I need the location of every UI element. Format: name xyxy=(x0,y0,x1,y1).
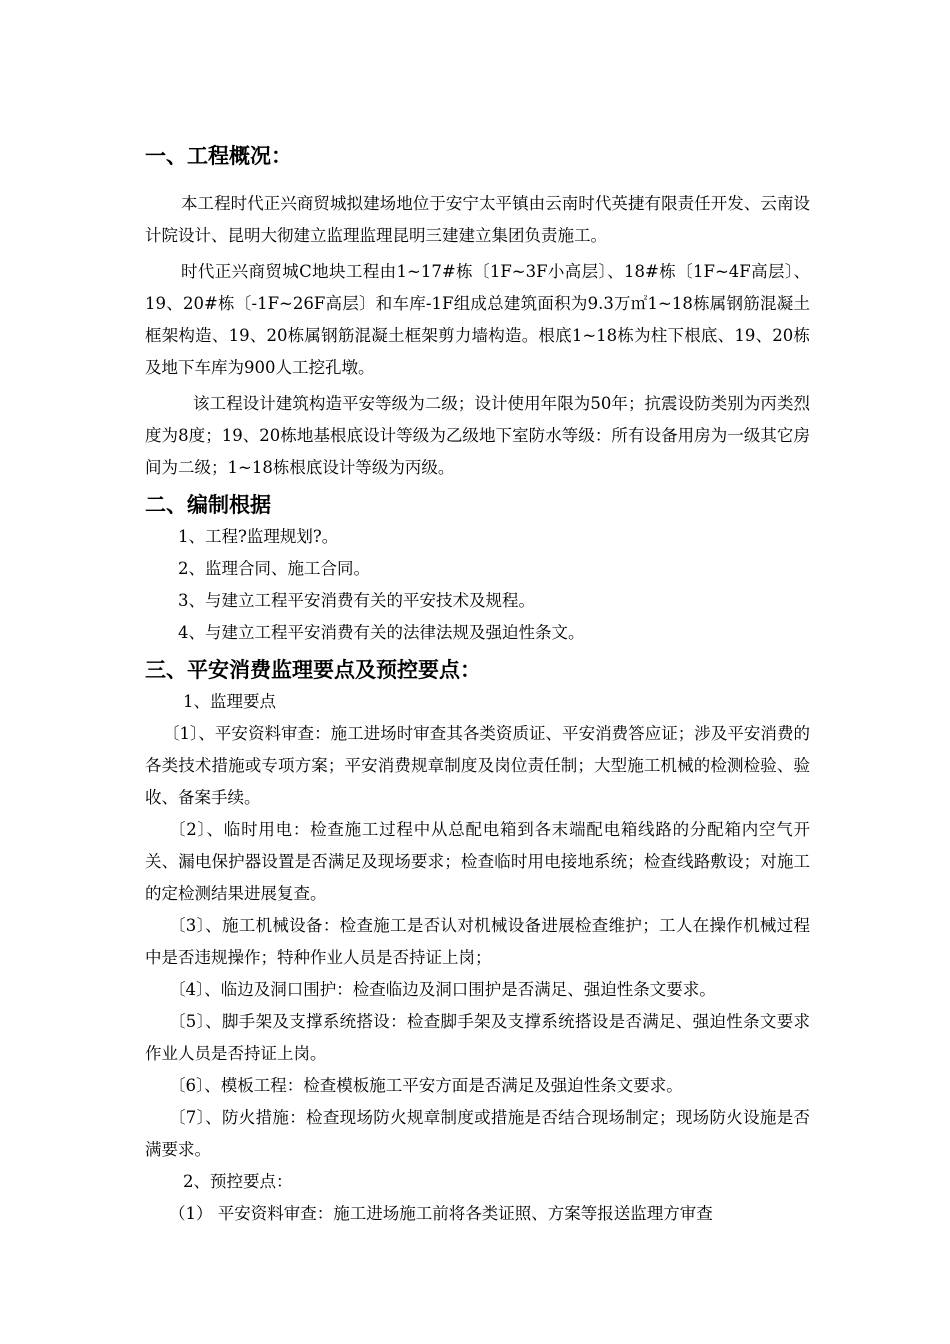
section-heading-overview: 一、工程概况： xyxy=(145,144,292,168)
point-1: 〔1〕、平安资料审查：施工进场时审查其各类资质证、平安消费答应证；涉及平安消费的各类技术措施或专项方案；平安消费规章制度及岗位责任制；大型施工机械的检测检验、验收、备案手续。 xyxy=(145,724,810,807)
point-7: 〔7〕、防火措施：检查现场防火规章制度或措施是否结合现场制定；现场防火设施是否满要求。 xyxy=(145,1108,810,1159)
basis-item-3: 3、与建立工程平安消费有关的平安技术及规程。 xyxy=(178,591,535,610)
subheading-supervision-points: 1、监理要点 xyxy=(183,692,276,711)
point-6: 〔6〕、模板工程：检查模板施工平安方面是否满足及强迫性条文要求。 xyxy=(169,1076,683,1095)
document-page xyxy=(145,140,810,1230)
overview-paragraph-1: 本工程时代正兴商贸城拟建场地位于安宁太平镇由云南时代英捷有限责任开发、云南设计院设计、昆明大彻建立监理监理昆明三建建立集团负责施工。 xyxy=(145,194,810,245)
point-3: 〔3〕、施工机械设备：检查施工是否认对机械设备进展检查维护；工人在操作机械过程中是否违规操作；特种作业人员是否持证上岗； xyxy=(145,916,810,967)
section-heading-basis: 二、编制根据 xyxy=(145,493,271,517)
point-4: 〔4〕、临边及洞口围护：检查临边及洞口围护是否满足、强迫性条文要求。 xyxy=(169,980,716,999)
basis-item-1: 1、工程?监理规划?。 xyxy=(178,527,339,546)
subheading-precontrol-points: 2、预控要点： xyxy=(183,1172,293,1191)
basis-item-4: 4、与建立工程平安消费有关的法律法规及强迫性条文。 xyxy=(178,623,585,642)
section-heading-key-points: 三、平安消费监理要点及预控要点： xyxy=(145,658,481,682)
point-2: 〔2〕、临时用电：检查施工过程中从总配电箱到各末端配电箱线路的分配箱内空气开关、漏电保护器设置是否满足及现场要求；检查临时用电接地系统；检查线路敷设；对施工的定检测结果进展复查。 xyxy=(145,820,810,903)
overview-paragraph-2: 时代正兴商贸城C地块工程由1~17#栋〔1F~3F小高层〕、18#栋〔1F~4F高层〕、19、20#栋〔-1F~26F高层〕和车库-1F组成总建筑面积为9.3万㎡1~18栋属钢筋混凝土框架构造、19、20栋属钢筋混凝土框架剪力墙构造。根底1~18栋为柱下根底、19、20栋及地下车库为900人工挖孔墩。 xyxy=(145,262,810,377)
point-5: 〔5〕、脚手架及支撑系统搭设：检查脚手架及支撑系统搭设是否满足、强迫性条文要求作业人员是否持证上岗。 xyxy=(145,1012,810,1063)
overview-paragraph-3: 该工程设计建筑构造平安等级为二级；设计使用年限为50年；抗震设防类别为丙类烈度为8度；19、20栋地基根底设计等级为乙级地下室防水等级：所有设备用房为一级其它房间为二级；1~18栋根底设计等级为丙级。 xyxy=(145,394,810,477)
basis-item-2: 2、监理合同、施工合同。 xyxy=(178,559,370,578)
precontrol-point-1: （1） 平安资料审查：施工进场施工前将各类证照、方案等报送监理方审查 xyxy=(169,1204,713,1223)
